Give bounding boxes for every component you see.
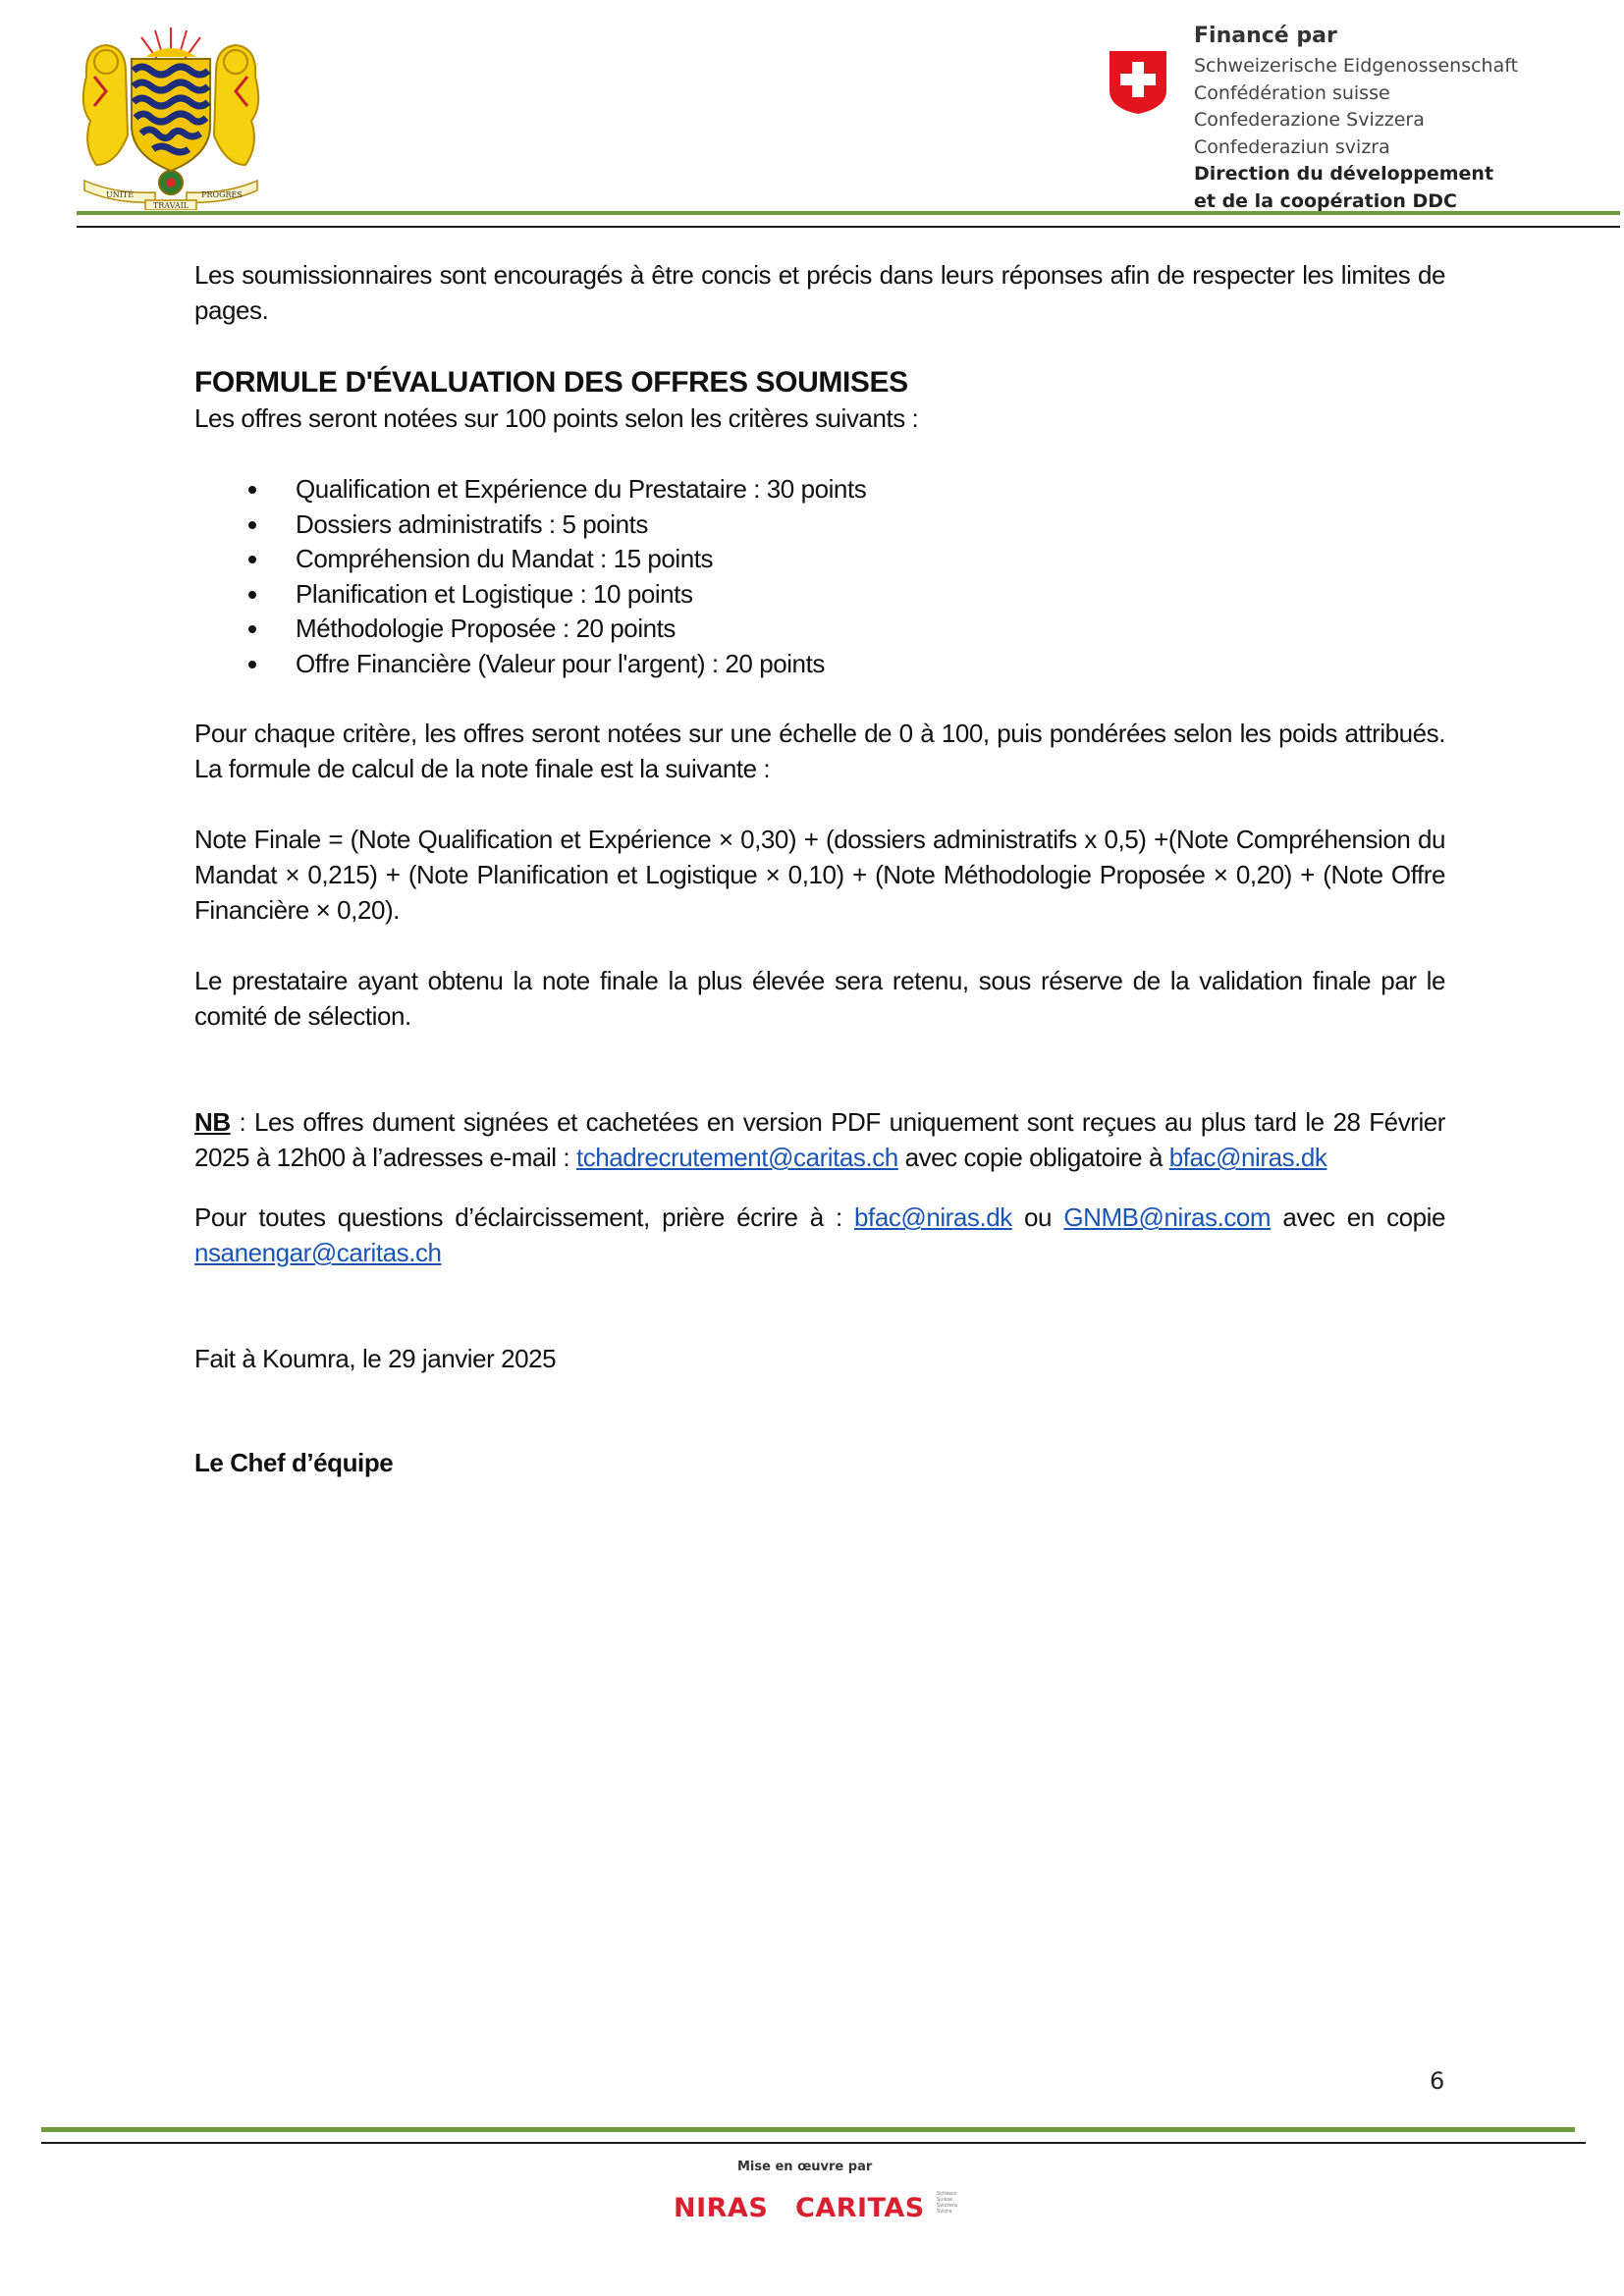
bullet-icon xyxy=(248,625,256,633)
selection-paragraph: Le prestataire ayant obtenu la note finale la plus élevée sera retenu, sous réserve de la validation finale par le comité de sélection. xyxy=(194,966,1445,1031)
funding-line: Schweizerische Eidgenossenschaft xyxy=(1194,55,1519,77)
nb-text: avec copie obligatoire à xyxy=(897,1143,1169,1172)
list-item xyxy=(194,646,1445,681)
intro-paragraph: Les soumissionnaires sont encouragés à être concis et précis dans leurs réponses afin de respecter les limites de pages. xyxy=(194,260,1445,325)
niras-logo: NIRAS xyxy=(674,2193,769,2223)
criterion-label: Méthodologie Proposée : 20 points xyxy=(296,614,676,643)
signature-title: Le Chef d’équipe xyxy=(194,1448,394,1477)
funding-lines xyxy=(1194,53,1518,215)
funding-line: Confederazione Svizzera xyxy=(1194,109,1425,131)
header-black-rule xyxy=(77,226,1620,228)
criterion-label: Planification et Logistique : 10 points xyxy=(296,578,693,609)
header-green-rule xyxy=(77,211,1620,215)
caritas-logo: CARITAS xyxy=(795,2193,925,2223)
nb-text: : Les offres dument signées et cachetées en version PDF uniquement sont reçues au plus tard le 28 Février 2025 à 12h00 à l’adresses e-mail : xyxy=(194,1107,1445,1172)
criterion-label: Qualification et Expérience du Prestataire : 30 points xyxy=(296,474,867,504)
formula-paragraph: Note Finale = (Note Qualification et Expérience × 0,30) + (dossiers administratifs x 0,5) +(Note Compréhension du Mandat × 0,215) + (Note Planification et Logistique × 0,10) + (Note Méthodologie Proposée × 0,20) + (Note Offre Financière × 0,20). xyxy=(194,825,1445,925)
bullet-icon xyxy=(248,486,256,494)
email-link-recruitment[interactable]: tchadrecrutement@caritas.ch xyxy=(575,1143,898,1172)
scale-paragraph: Pour chaque critère, les offres seront notées sur une échelle de 0 à 100, puis pondérées selon les poids attribués. La formule de calcul de la note finale est la suivante : xyxy=(194,719,1445,783)
bullet-icon xyxy=(248,521,256,529)
svg-text:PROGRÈS: PROGRÈS xyxy=(201,190,243,199)
nb-label: NB xyxy=(194,1107,231,1137)
funding-line: Confederaziun svizra xyxy=(1194,135,1390,158)
criterion-label: Compréhension du Mandat : 15 points xyxy=(296,544,714,573)
questions-text: Pour toutes questions d’éclaircissement, prière écrire à : xyxy=(194,1202,855,1232)
page-number: 6 xyxy=(1430,2067,1445,2095)
criterion-label: Dossiers administratifs : 5 points xyxy=(296,508,648,539)
lead-paragraph: Les offres seront notées sur 100 points selon les critères suivants : xyxy=(194,403,919,433)
funding-line: Confédération suisse xyxy=(1194,81,1390,104)
questions-text: avec en copie xyxy=(1271,1202,1445,1232)
email-link-bfac[interactable]: bfac@niras.dk xyxy=(854,1202,1012,1232)
swiss-flag-icon xyxy=(1110,51,1166,114)
funding-block xyxy=(1110,22,1571,212)
funding-agency-line: et de la coopération DDC xyxy=(1194,189,1457,212)
list-item xyxy=(194,507,1445,542)
funding-agency-line: Direction du développement xyxy=(1194,163,1494,185)
section-heading: FORMULE D'ÉVALUATION DES OFFRES SOUMISES xyxy=(194,366,908,399)
footer-logos xyxy=(674,2150,968,2248)
list-item xyxy=(194,576,1445,612)
list-item xyxy=(194,611,1445,646)
nb-paragraph xyxy=(194,1104,1445,1175)
bullet-icon xyxy=(248,556,256,563)
list-item xyxy=(194,541,1445,576)
place-date: Fait à Koumra, le 29 janvier 2025 xyxy=(194,1344,557,1373)
email-link-bfac[interactable]: bfac@niras.dk xyxy=(1168,1143,1327,1172)
list-item xyxy=(194,471,1445,507)
email-link-gnmb[interactable]: GNMB@niras.com xyxy=(1063,1202,1272,1232)
questions-text: ou xyxy=(1011,1202,1064,1232)
funding-title: Financé par xyxy=(1194,24,1337,48)
bullet-icon xyxy=(248,661,256,668)
svg-text:UNITÉ: UNITÉ xyxy=(105,190,135,199)
implemented-by-label: Mise en œuvre par xyxy=(737,2160,873,2174)
coat-of-arms xyxy=(77,18,265,210)
chad-coat-of-arms-icon xyxy=(77,18,265,210)
footer-green-rule xyxy=(41,2127,1575,2132)
questions-paragraph xyxy=(194,1200,1445,1270)
criteria-list xyxy=(194,471,1445,680)
bullet-icon xyxy=(248,591,256,599)
caritas-logo-subtitle: Schweiz Suisse Svizzera Svizra xyxy=(937,2191,957,2215)
email-link-nsanengar[interactable]: nsanengar@caritas.ch xyxy=(194,1238,442,1267)
svg-text:TRAVAIL: TRAVAIL xyxy=(152,201,189,210)
criterion-label: Offre Financière (Valeur pour l'argent) : 20 points xyxy=(296,648,825,678)
document-body xyxy=(194,257,1445,1480)
footer-black-rule xyxy=(41,2142,1586,2144)
